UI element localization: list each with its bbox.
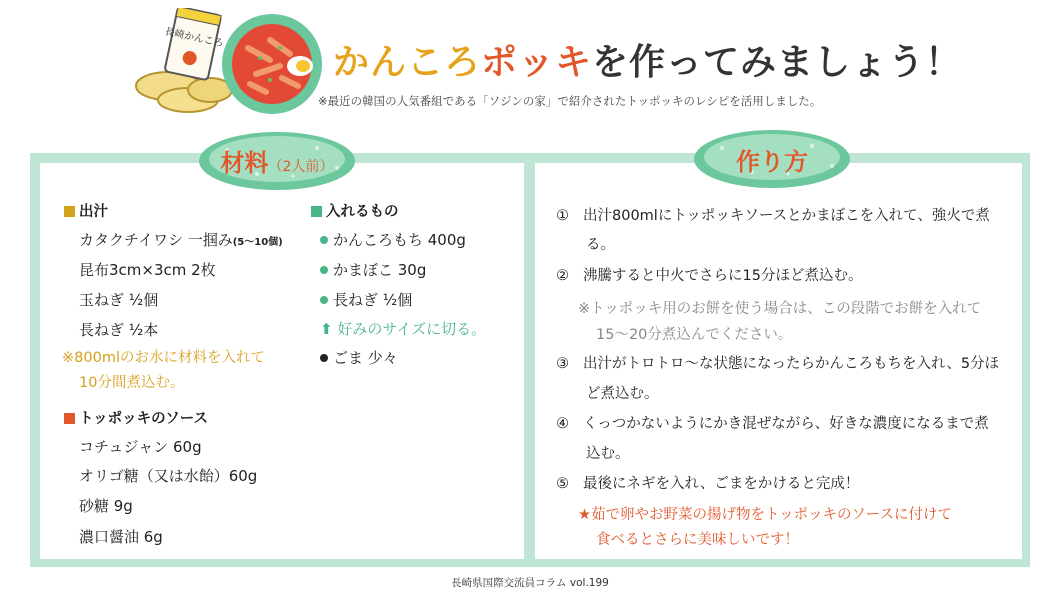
dashi-note-line1: ※800mlのお水に材料を入れて [62,350,265,366]
page-title [333,34,962,85]
dashi-note-line2: 10分間煮込む。 [79,375,185,391]
dashi-item [79,229,283,250]
step-text: 最後にネギを入れ、ごまをかけると完成！ [583,476,860,492]
cut-note [320,318,486,339]
sauce-item: 濃口醤油 6g [79,528,163,546]
dashi-item: 長ねぎ ½本 [79,321,159,339]
ingredients-heading [197,143,357,178]
sauce-square-icon [64,413,75,424]
tteokbokki-illustration [130,8,330,116]
sauce-item: コチュジャン 60g [79,438,202,456]
step-3-cont: ど煮込む。 [586,386,659,402]
bullet-icon [320,354,328,362]
footer: 長崎県国際交流員コラム vol.199 [451,577,609,589]
step-text: 沸騰すると中火でさらに15分ほど煮込む。 [583,268,863,284]
additions-item [320,259,426,280]
step-number: ④ [556,416,569,432]
additions-item-text: かまぼこ 30g [333,261,427,279]
title-part-pokki: ポッキ [481,42,593,83]
step-text: 出汁がトロトロ～な状態になったらかんころもちを入れ、5分ほ [583,356,1000,372]
additions-item [320,229,466,250]
dashi-section-title [64,200,108,221]
title-part-kankoro: かんころ [333,42,482,83]
step-2 [556,261,862,291]
additions-item-text: 長ねぎ ½個 [333,291,413,309]
tip-line2: 食べるとさらに美味しいです！ [596,532,799,548]
dashi-square-icon [64,206,75,217]
sesame-text: ごま 少々 [333,349,398,367]
step-number: ② [556,268,569,284]
step-number: ① [556,208,569,224]
dashi-title-text: 出汁 [79,204,108,220]
step-number: ③ [556,356,569,372]
dashi-item-text: カタクチイワシ 一掴み [79,231,233,249]
step-number: ⑤ [556,476,569,492]
sauce-item: オリゴ糖（又は水飴）60g [79,467,258,485]
method-heading: 作り方 [736,148,808,176]
step-5 [556,469,859,499]
additions-item [320,289,412,310]
dashi-item: 玉ねぎ ½個 [79,291,159,309]
bowl-icon [222,14,322,114]
additions-title-text: 入れるもの [326,204,399,220]
kankoro-package-icon [157,8,229,82]
arrow-up-icon: ⬆ [320,320,333,338]
step-3 [556,349,999,379]
step-text: くっつかないようにかき混ぜながら、好きな濃度になるまで煮 [583,416,989,432]
ingredients-heading-text: 材料 [220,149,269,177]
dashi-item: 昆布3cm×3cm 2枚 [79,261,216,279]
cut-note-text: 好みのサイズに切る。 [337,320,487,338]
sauce-section-title [64,407,208,428]
bullet-icon [320,296,328,304]
sauce-item: 砂糖 9g [79,497,133,515]
step-1-cont: る。 [586,237,615,253]
step-4-cont: 込む。 [586,446,630,462]
package-label: 長崎かんころ [163,26,225,50]
step-1 [556,201,990,231]
step-text: 出汁800mlにトッポッキソースとかまぼこを入れて、強火で煮 [583,208,990,224]
sauce-title-text: トッポッキのソース [79,411,209,427]
additions-item-text: かんころもち 400g [333,231,466,249]
bullet-icon [320,266,328,274]
additions-square-icon [311,206,322,217]
dashi-item-note: (5～10個) [232,237,283,248]
subtitle: ※最近の韓国の人気番組である「ソジンの家」で紹介されたトッポッキのレシピを活用しました。 [318,94,822,108]
bullet-icon [320,236,328,244]
title-part-rest: を作ってみましょう！ [592,42,963,83]
step-2-note-line2: 15～20分煮込んでください。 [596,327,793,343]
sesame-item [320,347,398,368]
step-4 [556,409,989,439]
tip-line1: ★茹で卵やお野菜の揚げ物をトッポッキのソースに付けて [578,507,953,523]
kankoro-slices-icon [136,72,232,112]
servings-note: （2人前） [268,159,334,175]
additions-section-title [311,200,399,221]
step-2-note-line1: ※トッポッキ用のお餅を使う場合は、この段階でお餅を入れて [578,301,982,317]
